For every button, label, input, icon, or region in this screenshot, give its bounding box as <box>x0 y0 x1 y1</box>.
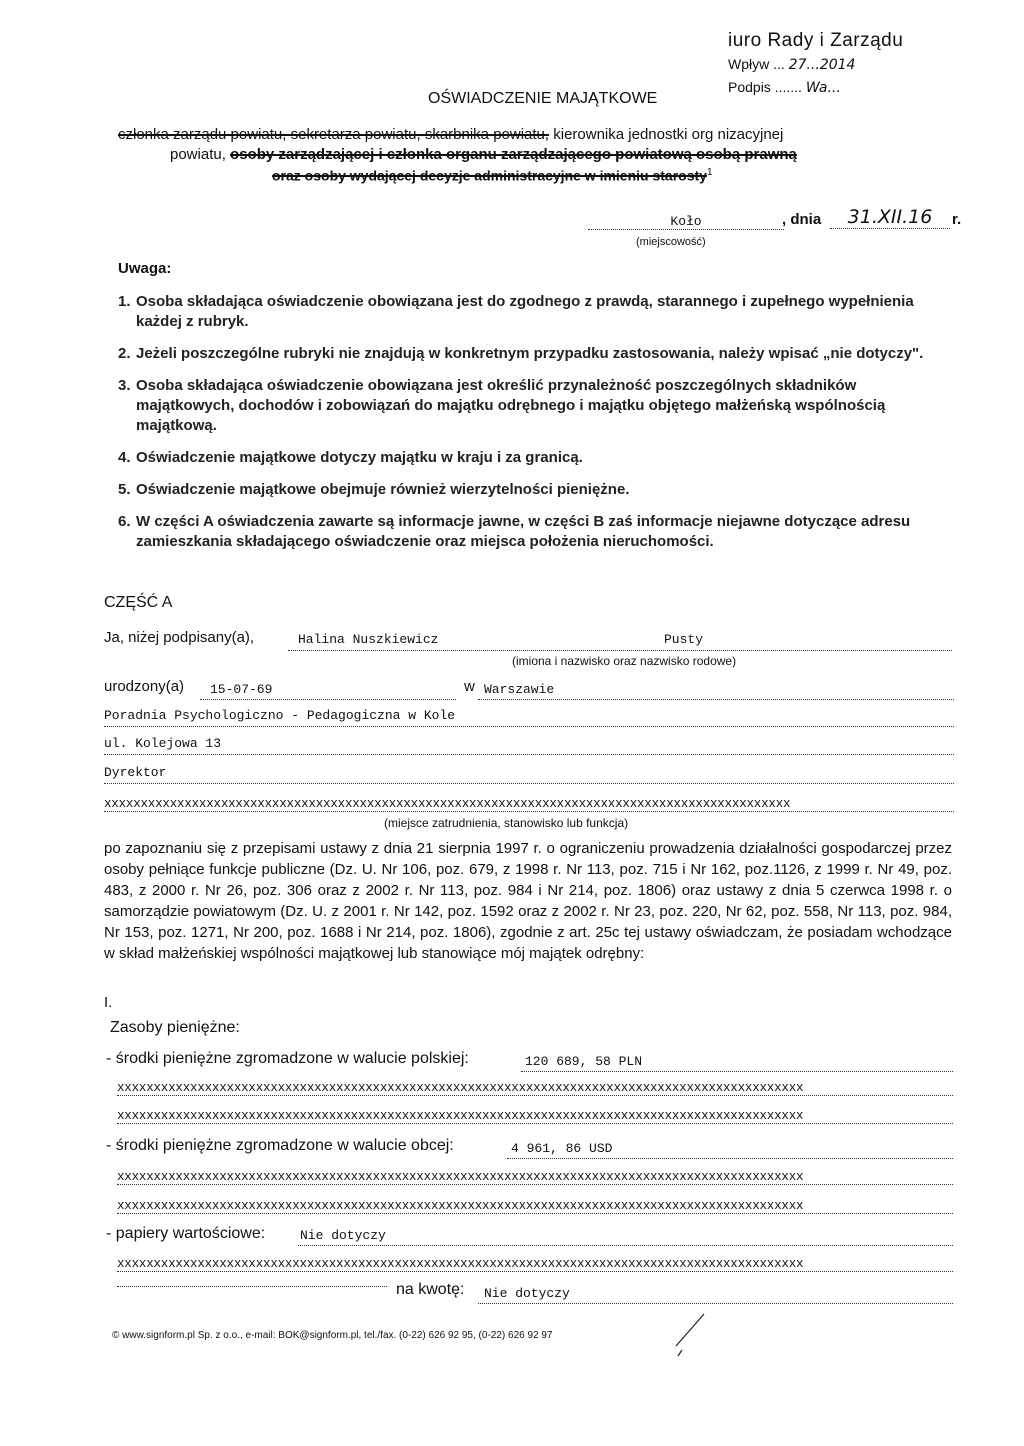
foreign-value: 4 961, 86 USD <box>511 1141 613 1156</box>
uwaga-item-text: W części A oświadczenia zawarte są informacje jawne, w części B zaś informacje niejawne dotyczące adresu zamieszkania składającego oświadczenie oraz miejsca położenia nieruchomości. <box>136 513 911 550</box>
maiden-value: Pusty <box>664 632 704 647</box>
czesc-label: CZĘŚĆ A <box>104 594 173 611</box>
footer-text: © www.signform.pl Sp. z o.o., e-mail: BOK@signform.pl, tel./fax. (0-22) 626 92 95, (0-22) 626 92 97 <box>112 1330 553 1341</box>
uwaga-item-4 <box>118 448 948 468</box>
work-line-3-value: Dyrektor <box>104 765 167 780</box>
header-line2-prefix: powiatu, <box>170 146 226 163</box>
uwaga-item-1 <box>118 292 948 332</box>
r-label: r. <box>952 211 962 228</box>
stamp-wplyw-value: 27...2014 <box>788 57 856 73</box>
registry-stamp <box>728 30 958 96</box>
uwaga-item-num: 3. <box>118 377 131 394</box>
uwaga-item-text: Osoba składająca oświadczenie obowiązana jest określić przynależność poszczególnych składników majątkowych, dochodów i zobowiązań do majątku odrębnego i majątku objętego małżeńską wspólnością majątkową. <box>136 377 886 434</box>
papers-label: - papiery wartościowe: <box>106 1225 266 1242</box>
uwaga-list <box>118 292 948 552</box>
uwaga-item-num: 6. <box>118 513 131 530</box>
born-place-field <box>478 682 954 700</box>
ja-label: Ja, niżej podpisany(a), <box>104 629 255 646</box>
pln-label: - środki pieniężne zgromadzone w walucie polskiej: <box>106 1050 469 1067</box>
stamp-office: iuro Rady i Zarządu <box>728 30 904 51</box>
papers-x-line-2 <box>117 1286 387 1287</box>
kwota-field <box>478 1286 953 1304</box>
born-date-value: 15-07-69 <box>210 682 273 697</box>
document-title: OŚWIADCZENIE MAJĄTKOWE <box>428 90 658 107</box>
header-line-1 <box>118 126 958 143</box>
work-line-1 <box>104 708 954 727</box>
header-line-3 <box>272 167 713 184</box>
name-field <box>288 632 952 651</box>
place-value: Koło <box>670 214 702 229</box>
uwaga-item-text: Oświadczenie majątkowe obejmuje również wierzytelności pieniężne. <box>136 481 630 498</box>
name-value: Halina Nuszkiewicz <box>298 632 439 647</box>
header-line2-struck: osoby zarządzającej i członka organu zarządzającego powiatową osobą prawną <box>230 146 797 163</box>
section-title: Zasoby pieniężne: <box>110 1019 240 1036</box>
pln-value: 120 689, 58 PLN <box>525 1054 643 1069</box>
foreign-label: - środki pieniężne zgromadzone w walucie obcej: <box>106 1137 454 1154</box>
foreign-x-line-1: xxxxxxxxxxxxxxxxxxxxxxxxxxxxxxxxxxxxxxxxxxxxxxxxxxxxxxxxxxxxxxxxxxxxxxxxxxxxxxxxxxxxxxxxxxxxxx <box>117 1170 953 1185</box>
work-caption: (miejsce zatrudnienia, stanowisko lub funkcja) <box>384 816 629 830</box>
work-line-4: xxxxxxxxxxxxxxxxxxxxxxxxxxxxxxxxxxxxxxxxxxxxxxxxxxxxxxxxxxxxxxxxxxxxxxxxxxxxxxxxxxxxxxxxxxxxxx <box>104 797 954 812</box>
header-line-2 <box>170 146 797 163</box>
uwaga-label: Uwaga: <box>118 260 172 277</box>
uwaga-item-num: 1. <box>118 293 131 310</box>
papers-field <box>298 1228 953 1246</box>
born-place-value: Warszawie <box>484 682 555 697</box>
place-caption: (miejscowość) <box>636 236 706 248</box>
papers-x-line-1: xxxxxxxxxxxxxxxxxxxxxxxxxxxxxxxxxxxxxxxxxxxxxxxxxxxxxxxxxxxxxxxxxxxxxxxxxxxxxxxxxxxxxxxxxxxxxx <box>117 1257 953 1272</box>
uwaga-item-text: Osoba składająca oświadczenie obowiązana jest do zgodnego z prawdą, starannego i zupełnego wypełnienia każdej z rubryk. <box>136 293 914 330</box>
legal-paragraph: po zapoznaniu się z przepisami ustawy z dnia 21 sierpnia 1997 r. o ograniczeniu prowadzenia działalności gospodarczej przez osoby pełniące funkcje publiczne (Dz. U. Nr 106, poz. 679, z 1998 r. Nr 113, poz. 715 i Nr 162, poz.1126, z 1999 r. Nr 49, poz. 483, z 2000 r. Nr 26, poz. 306 oraz z 2002 r. Nr 113, poz. 984 i Nr 214, poz. 1806) oraz ustawy z dnia 5 czerwca 1998 r. o samorządzie powiatowym (Dz. U. z 2001 r. Nr 142, poz. 1592 oraz z 2002 r. Nr 23, poz. 220, Nr 62, poz. 558, Nr 113, poz. 984, Nr 153, poz. 1271, Nr 200, poz. 1688 i Nr 214, poz. 1806), zgodnie z art. 25c tej ustawy oświadczam, że posiadam wchodzące w skład małżeńskiej wspólności majątkowej lub stanowiące mój majątek odrębny: <box>104 840 952 962</box>
name-caption: (imiona i nazwisko oraz nazwisko rodowe) <box>512 654 737 668</box>
born-label: urodzony(a) <box>104 678 185 695</box>
stamp-podpis-label: Podpis ....... <box>728 79 802 95</box>
uwaga-item-num: 2. <box>118 345 131 362</box>
w-label: w <box>464 678 475 695</box>
header-line3-struck: oraz osoby wydającej decyzje administracyjne w imieniu starosty <box>272 167 707 184</box>
uwaga-item-2 <box>118 344 948 364</box>
foreign-x-line-2: xxxxxxxxxxxxxxxxxxxxxxxxxxxxxxxxxxxxxxxxxxxxxxxxxxxxxxxxxxxxxxxxxxxxxxxxxxxxxxxxxxxxxxxxxxxxxx <box>117 1199 953 1214</box>
work-line-2 <box>104 736 954 755</box>
uwaga-item-3 <box>118 376 948 436</box>
section-roman: I. <box>104 994 113 1011</box>
date-value: 31.XII.16 <box>847 206 933 228</box>
papers-value: Nie dotyczy <box>300 1228 386 1243</box>
header-line1-rest: kierownika jednostki org nizacyjnej <box>553 126 784 143</box>
dnia-label: , dnia <box>782 211 822 228</box>
uwaga-item-num: 5. <box>118 481 131 498</box>
uwaga-item-text: Oświadczenie majątkowe dotyczy majątku w kraju i za granicą. <box>136 449 583 466</box>
signature-slash-mark <box>668 1312 708 1358</box>
work-line-2-value: ul. Kolejowa 13 <box>104 736 222 751</box>
stamp-wplyw-label: Wpływ ... <box>728 56 785 72</box>
born-date-field <box>200 682 456 700</box>
pln-x-line-1: xxxxxxxxxxxxxxxxxxxxxxxxxxxxxxxxxxxxxxxxxxxxxxxxxxxxxxxxxxxxxxxxxxxxxxxxxxxxxxxxxxxxxxxxxxxxxx <box>117 1081 953 1096</box>
pln-x-line-2: xxxxxxxxxxxxxxxxxxxxxxxxxxxxxxxxxxxxxxxxxxxxxxxxxxxxxxxxxxxxxxxxxxxxxxxxxxxxxxxxxxxxxxxxxxxxxx <box>117 1109 953 1124</box>
uwaga-item-num: 4. <box>118 449 131 466</box>
footnote-mark: 1 <box>706 167 713 178</box>
stamp-podpis-value: Wa... <box>805 80 841 96</box>
work-line-1-value: Poradnia Psychologiczno - Pedagogiczna w Kole <box>104 708 456 723</box>
uwaga-item-5 <box>118 480 948 500</box>
foreign-field <box>507 1141 953 1159</box>
uwaga-item-text: Jeżeli poszczególne rubryki nie znajdują w konkretnym przypadku zastosowania, należy wpisać „nie dotyczy". <box>136 345 924 362</box>
place-field <box>588 214 784 230</box>
kwota-label: na kwotę: <box>396 1281 465 1298</box>
date-field <box>830 206 950 229</box>
pln-field <box>521 1054 953 1072</box>
header-line1-struck: członka zarządu powiatu, sekretarza powiatu, skarbnika powiatu, <box>118 126 550 143</box>
work-line-3 <box>104 765 954 784</box>
kwota-value: Nie dotyczy <box>484 1286 570 1301</box>
uwaga-item-6 <box>118 512 948 552</box>
